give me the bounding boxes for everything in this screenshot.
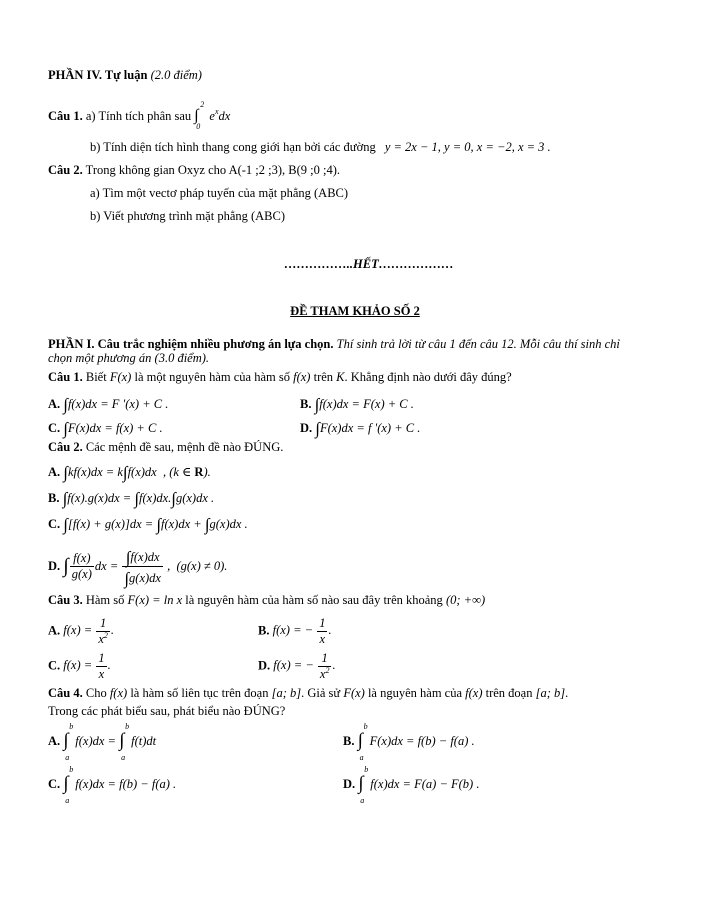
q1-option-b: B. ∫f(x)dx = F(x) + C . [300,395,414,414]
q2-option-d: D. ∫ $\frac{f(x)}{g(x)}$ dx = $\frac{\int f(x)dx}{\int g(x)dx}$ , (g(x) ≠ 0). [48,548,228,589]
q2-stem: Câu 2. Các mệnh đề sau, mệnh đề nào ĐÚNG. [48,440,284,454]
q2-option-b: B. ∫f(x).g(x)dx = ∫f(x)dx.∫g(x)dx . [48,489,215,508]
q4-option-d: D. ∫ b a f(x)dx = F(a) − F(b) . [343,765,480,805]
q1-option-d: D. ∫F(x)dx = f '(x) + C . [300,419,421,438]
q3-stem: Câu 3. Hàm số F(x) = ln x là nguyên hàm của hàm số nào sau đây trên khoảng (0; +∞) [48,593,486,607]
q2-option-a: A. ∫kf(x)dx = k∫f(x)dx , (k ∈ R). [48,463,211,482]
q4-stem: Câu 4. Cho f(x) là hàm số liên tục trên đoạn [a; b]. Giả sử F(x) là nguyên hàm của f(x) trên đoạn [a; b]. [48,686,569,700]
part4-q2b: b) Viết phương trình mặt phẳng (ABC) [90,209,286,223]
q3-option-c: C. f(x) = $\frac{1}{x}$ . [48,651,111,681]
q4-option-b: B. ∫ b a F(x)dx = f(b) − f(a) . [343,722,475,762]
part4-q2a: a) Tìm một vectơ pháp tuyến của mặt phẳng (ABC) [90,186,349,200]
exam2-title: ĐỀ THAM KHẢO SỐ 2 [290,304,420,318]
q3-option-a: A. f(x) = $\frac{1}{x^2}$ . [48,616,114,646]
part4-q2: Câu 2. Trong không gian Oxyz cho A(-1 ;2 ;3), B(9 ;0 ;4). [48,163,341,177]
part4-heading: PHẦN IV. Tự luận (2.0 điểm) [48,68,202,82]
part1-heading: PHẦN I. Câu trắc nghiệm nhiều phương án lựa chọn. Thí sinh trả lời từ câu 1 đến câu 12. Mỗi câu thí sinh chỉ [48,337,620,351]
q3-option-b: B. f(x) = − $\frac{1}{x}$ . [258,616,332,646]
q4-option-c: C. ∫ b a f(x)dx = f(b) − f(a) . [48,765,177,805]
integral-formula: ∫ 2 0 $e^xdx$ [194,100,231,131]
part1-note2: chọn một phương án (3.0 điểm). [48,351,210,365]
part4-q1a: Câu 1. a) Tính tích phân sau ∫ 2 0 $e^xdx$ [48,100,231,131]
q1-option-a: A. ∫f(x)dx = F '(x) + C . [48,395,169,414]
q1-option-c: C. ∫F(x)dx = f(x) + C . [48,419,163,438]
end-mark: ……………..HẾT……………… [284,257,454,271]
q4-option-a: A. ∫ b a f(x)dx = ∫ b a f(t)dt [48,722,157,762]
q1-stem: Câu 1. Biết F(x) là một nguyên hàm của hàm số f(x) trên K. Khẳng định nào dưới đây đúng? [48,370,512,384]
q3-option-d: D. f(x) = − $\frac{1}{x^2}$ . [258,651,336,681]
q2-option-c: C. ∫[f(x) + g(x)]dx = ∫f(x)dx + ∫g(x)dx . [48,515,248,534]
part4-q1b: b) Tính diện tích hình thang cong giới hạn bởi các đường y = 2x − 1, y = 0, x = −2, x = 3 . [90,140,551,154]
q4-line2: Trong các phát biểu sau, phát biểu nào ĐÚNG? [48,704,286,718]
